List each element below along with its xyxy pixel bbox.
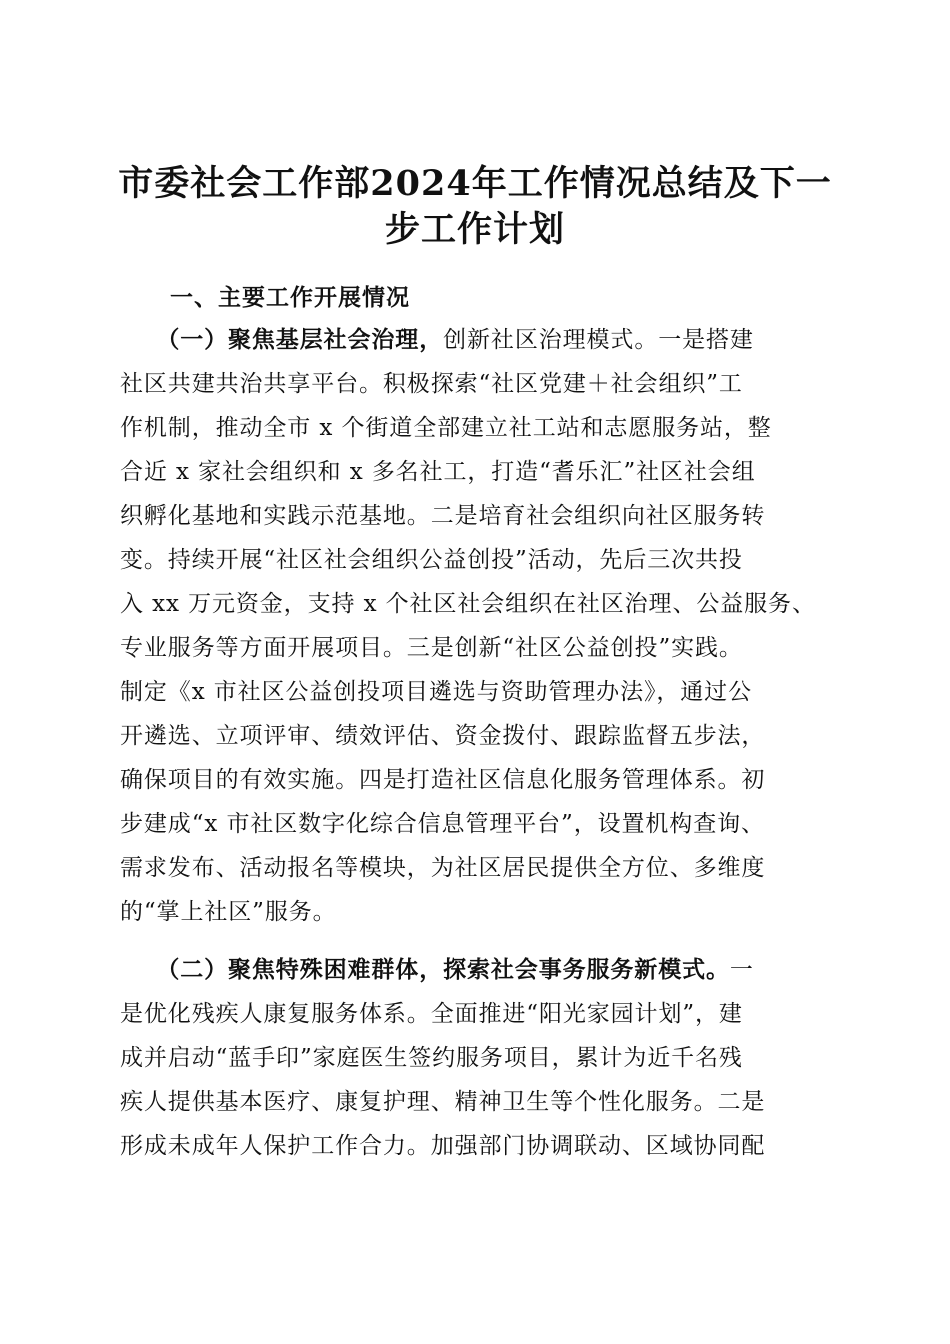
- paragraph-2: [120, 948, 765, 1168]
- paragraph-line: 作机制，推动全市 x 个街道全部建立社工站和志愿服务站，整: [120, 415, 772, 441]
- paragraph-line: 专业服务等方面开展项目。三是创新“社区公益创投”实践。: [120, 635, 743, 661]
- paragraph-line: 疾人提供基本医疗、康复护理、精神卫生等个性化服务。二是: [120, 1089, 766, 1115]
- paragraph-line: 确保项目的有效实施。四是打造社区信息化服务管理体系。初: [120, 767, 766, 793]
- paragraph-line: 需求发布、活动报名等模块，为社区居民提供全方位、多维度: [120, 855, 766, 881]
- section-heading: 一、主要工作开展情况: [170, 285, 410, 311]
- paragraph-text: 创新社区治理模式。一是搭建: [443, 327, 754, 353]
- paragraph-line: 开遴选、立项评审、绩效评估、资金拨付、跟踪监督五步法，: [120, 723, 766, 749]
- paragraph-line: 入 xx 万元资金，支持 x 个社区社会组织在社区治理、公益服务、: [120, 591, 816, 617]
- paragraph-lead: （二）聚焦特殊困难群体，探索社会事务服务新模式。: [167, 957, 730, 983]
- paragraph-line: 合近 x 家社会组织和 x 多名社工，打造“耆乐汇”社区社会组: [120, 459, 756, 485]
- paragraph-line: 制定《x 市社区公益创投项目遴选与资助管理办法》，通过公: [120, 679, 752, 705]
- paragraph-line: 成并启动“蓝手印”家庭医生签约服务项目，累计为近千名残: [120, 1045, 743, 1071]
- paragraph-line: 社区共建共治共享平台。积极探索“社区党建＋社会组织”工: [120, 371, 743, 397]
- paragraph-text: 一: [729, 957, 754, 983]
- paragraph-1: [120, 318, 816, 934]
- title-line-1: 市委社会工作部2024年工作情况总结及下一: [118, 163, 832, 205]
- paragraph-line: 的“掌上社区”服务。: [120, 899, 337, 925]
- title-line-2: 步工作计划: [384, 209, 565, 251]
- paragraph-line: [120, 948, 765, 992]
- paragraph-lead: （一）聚焦基层社会治理，: [167, 327, 444, 353]
- document-title: [110, 161, 840, 253]
- paragraph-line: 形成未成年人保护工作合力。加强部门协调联动、区域协同配: [120, 1133, 766, 1159]
- paragraph-line: [120, 318, 816, 362]
- paragraph-line: 织孵化基地和实践示范基地。二是培育社会组织向社区服务转: [120, 503, 766, 529]
- paragraph-line: 变。持续开展“社区社会组织公益创投”活动，先后三次共投: [120, 547, 743, 573]
- paragraph-line: 是优化残疾人康复服务体系。全面推进“阳光家园计划”，建: [120, 1001, 743, 1027]
- paragraph-line: 步建成“x 市社区数字化综合信息管理平台”，设置机构查询、: [120, 811, 765, 837]
